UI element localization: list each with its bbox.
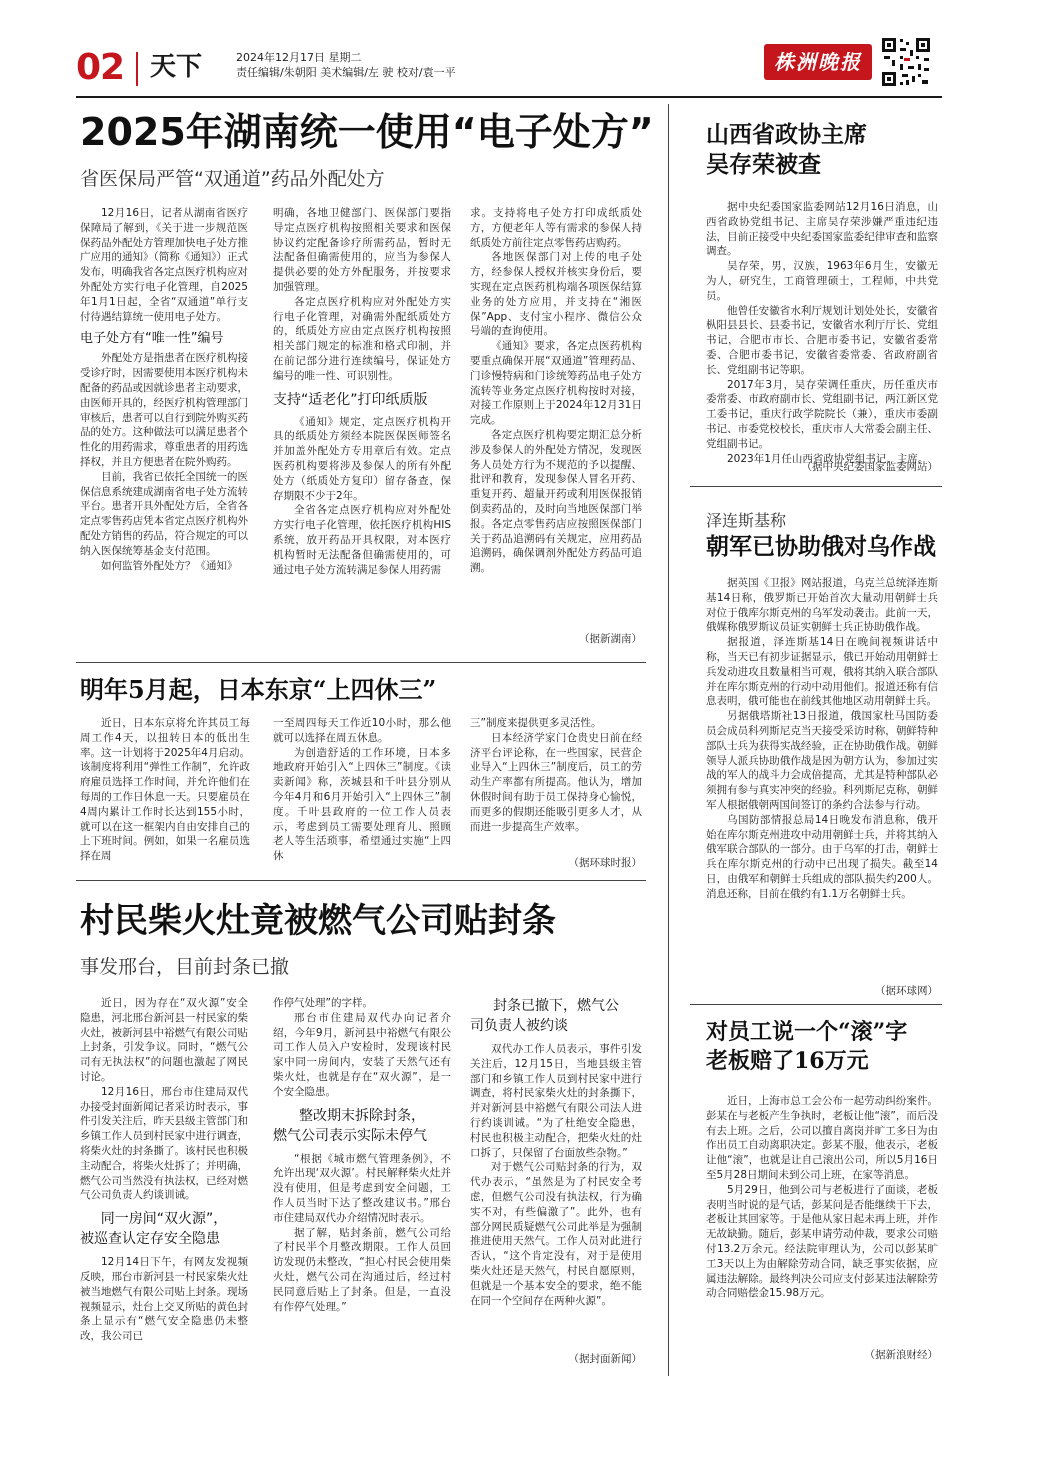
masthead-meta bbox=[236, 50, 456, 80]
article-headline: 朝军已协助俄对乌作战 bbox=[706, 533, 936, 560]
article-source: （据环球时报） bbox=[568, 857, 642, 869]
paragraph: 一至周四每天工作近10小时，那么他就可以选择在周五休息。 bbox=[273, 717, 451, 744]
paragraph: 12月16日，邢台市住建局双代办接受封面新闻记者采访时表示，事件引发关注后，昨天县级主管部门和乡镇工作人员到村民家中进行调查，将柴火灶的封条撕了。该村民也积极主动配合，将柴火灶拆了；并明确，燃气公司当然没有执法权，已经对燃气公司负责人约谈训诫。 bbox=[80, 1085, 248, 1202]
paragraph: 作停气处理”的字样。 bbox=[273, 997, 373, 1009]
subhead-line: 被巡查认定存安全隐患 bbox=[80, 1231, 220, 1248]
section-subhead bbox=[470, 996, 642, 1036]
headline-line: 吴存荣被查 bbox=[706, 151, 821, 178]
paragraph: 为创造舒适的工作环境，日本多地政府开始引入“上四休三”制度。《读卖新闻》称，茨城县和千叶县分别从今年4月和6月开始引入“上四休三”制度。千叶县政府的一位工作人员表示，考虑到员工需要处理育儿、照顾老人等生活琐事，希望通过实施“上四休 bbox=[273, 746, 451, 863]
paragraph: 2023年1月任山西省政协党组书记、主席。 bbox=[727, 452, 929, 465]
article-headline bbox=[706, 120, 867, 180]
paragraph: 日本经济学家门仓贵史日前在经济平台评论称，在一些国家，民营企业导入“上四休三”制度后，员工的劳动生产率都有所提高。他认为，增加休假时间有助于员工保持身心愉悦，而更多的假期还能吸引更多人才，从而进一步提高生产效率。 bbox=[470, 731, 642, 833]
paragraph: “根据《城市燃气管理条例》，不允许出现‘双火源’。村民解释柴火灶并没有使用，但是考虑到安全问题，工作人员当时下达了整改建议书。”邢台市住建局双代办介绍情况时表示。 bbox=[273, 1152, 451, 1224]
article-column bbox=[80, 996, 248, 1370]
issue-date: 2024年12月17日 星期二 bbox=[236, 51, 362, 64]
article-source: （据封面新闻） bbox=[568, 1353, 642, 1365]
paragraph: 如何监管外配处方？《通知》 bbox=[101, 559, 238, 572]
paragraph: 《通知》要求，各定点医药机构要重点确保开展“双通道”管理药品、门诊慢特病和门诊统筹药品电子处方流转等业务定点医疗机构按时对接，对接工作原则上于2024年12月31日完成。 bbox=[470, 340, 642, 427]
paragraph: 另据俄塔斯社13日报道，俄国家杜马国防委员会成员科列斯尼克当天接受采访时称，朝鲜特种部队士兵为获得实战经验，正在协助俄作战。朝鲜领导人派兵协助俄作战是因为朝方认为，参加过实战的军人的战斗力会成倍提高，尤其是特种部队必须拥有参与真实冲突的经验。科列斯尼克称，朝鲜军人根据俄朝两国间签订的条约合法参与行动。 bbox=[706, 710, 938, 811]
subhead-line: 燃气公司表示实际未停气 bbox=[273, 1127, 427, 1144]
article-divider bbox=[690, 486, 942, 487]
article-column bbox=[273, 996, 451, 1370]
article-column bbox=[80, 716, 250, 870]
section-subhead bbox=[273, 1106, 451, 1146]
article-column bbox=[706, 1094, 938, 1344]
paragraph: 目前，我省已依托全国统一的医保信息系统建成湖南省电子处方流转平台。患者开具外配处方后，全省各定点零售药店凭本省定点医疗机构外配处方销售的药品，符合规定的可以纳入医保统筹基金支付范围。 bbox=[80, 470, 248, 557]
paragraph: 2017年3月，吴存荣调任重庆，历任重庆市委常委、市政府副市长、党组副书记，两江新区党工委书记，重庆行政学院院长（兼），重庆市委副书记、市委党校校长，重庆市人大常委会副主任、党组副书记。 bbox=[706, 378, 938, 450]
paragraph: 吴存荣，男，汉族，1963年6月生，安徽无为人，研究生，工商管理硕士，工程师，中共党员。 bbox=[706, 260, 938, 302]
paragraph: 乌国防部情报总局14日晚发布消息称，俄开始在库尔斯克州进攻中动用朝鲜士兵，并将其纳入俄军联合部队的一部分。由于乌军的打击，朝鲜士兵在库尔斯克州的行动中已出现了损失。截至14日，由俄军和朝鲜士兵组成的部队损失约200人。消息还称，目前在俄约有1.1万名朝鲜士兵。 bbox=[706, 813, 938, 900]
paragraph: 全省各定点医疗机构应对外配处方实行电子化管理，依托医疗机构HIS系统，放开药品开具权限，对本医疗机构暂时无法配备但确需使用的，可通过电子处方流转满足参保人用药需 bbox=[273, 504, 451, 576]
article-kicker: 泽连斯基称 bbox=[706, 511, 787, 530]
article-headline: 村民柴火灶竟被燃气公司贴封条 bbox=[80, 901, 556, 941]
paragraph: 近日，因为存在“双火源”安全隐患，河北邢台新河县一村民家的柴火灶，被新河县中裕燃气有限公司贴上封条，引发争议。同时，“燃气公司有无执法权”的问题也激起了网民讨论。 bbox=[80, 997, 248, 1083]
article-source: （据环球网） bbox=[875, 985, 938, 997]
article-column bbox=[470, 996, 642, 1352]
column-divider bbox=[668, 104, 669, 1376]
page-number: 02 bbox=[76, 47, 125, 88]
article-column bbox=[706, 576, 938, 984]
article-headline: 2025年湖南统一使用“电子处方” bbox=[80, 110, 654, 154]
masthead-divider bbox=[136, 52, 138, 86]
paragraph: 明确，各地卫健部门、医保部门要指导定点医疗机构按照相关要求和医保协议约定配备诊疗所需药品，暂时无法配备但确需使用的，应当为参保人提供必要的处方外配服务，并按要求加强管理。 bbox=[273, 207, 451, 293]
paragraph: 求。支持将电子处方打印成纸质处方，方便老年人等有需求的参保人持纸质处方前往定点零售药店购药。 bbox=[470, 207, 642, 249]
article-column bbox=[470, 206, 642, 634]
article-subheadline: 省医保局严管“双通道”药品外配处方 bbox=[80, 168, 385, 190]
section-subhead bbox=[80, 1209, 248, 1249]
paragraph: 各定点医疗机构要定期汇总分析涉及参保人的外配处方情况，发现医务人员处方行为不规范的予以提醒、批评和教育，发现参保人冒名开药、重复开药、超量开药或利用医保报销倒卖药品的，及时向当地医保部门举报。各定点零售药店应按照医保部门关于药品追溯码有关规定，应用药品追溯码，确保调剂外配处方药品可追溯。 bbox=[470, 428, 642, 575]
paragraph: 近日，上海市总工会公布一起劳动纠纷案件。彭某在与老板产生争执时，老板让他“滚”，而后没有去上班。之后，公司以擅自离岗并旷工多日为由作出员工自动离职决定。彭某不服，他表示，老板让他“滚”，也就是让自己滚出公司，所以5月16日至5月28日期间未到公司上班，在家等消息。 bbox=[706, 1095, 938, 1181]
headline-line: 老板赔了16万元 bbox=[706, 1048, 869, 1074]
paragraph: 据报道，泽连斯基14日在晚间视频讲话中称，当天已有初步证据显示，俄已开始动用朝鲜士兵发动进攻且数量相当可观，俄将其纳入联合部队并在库尔斯克州的行动中动用他们。报道还称有信息表明，俄可能也在前线其他地区动用朝鲜士兵。 bbox=[706, 636, 938, 708]
article-source: （据新湖南） bbox=[579, 633, 642, 645]
subhead-line: 司负责人被约谈 bbox=[470, 1018, 568, 1034]
article-divider bbox=[76, 662, 646, 663]
article-column bbox=[273, 716, 451, 870]
paragraph: 三”制度来提供更多灵活性。 bbox=[470, 717, 602, 729]
section-subhead: 电子处方有“唯一性”编号 bbox=[80, 331, 224, 347]
section-subhead: 支持“适老化”打印纸质版 bbox=[273, 391, 428, 408]
paragraph: 据中央纪委国家监委网站12月16日消息，山西省政协党组书记、主席吴存荣涉嫌严重违纪违法，目前正接受中央纪委国家监委纪律审查和监察调查。 bbox=[706, 201, 938, 258]
subhead-line: 同一房间“双火源”， bbox=[100, 1211, 228, 1228]
article-source: （据中央纪委国家监委网站） bbox=[801, 461, 938, 473]
subhead-line: 封条已撤下，燃气公 bbox=[493, 998, 619, 1014]
paragraph: 双代办工作人员表示，事件引发关注后，12月15日，当地县级主管部门和乡镇工作人员到村民家中进行调查，将村民家柴火灶的封条撕下，并对新河县中裕燃气有限公司法人进行约谈训诫。“为了杜绝安全隐患，村民也积极主动配合，把柴火灶的灶口拆了，只保留了台面放些杂物。” bbox=[470, 1043, 642, 1159]
paragraph: 近日，日本东京将允许其员工每周工作4天，以扭转日本的低出生率。这一计划将于2025年4月启动。该制度将利用“弹性工作制”，允许政府雇员选择工作时间，并允许他们在每周的工作日休息一天。只要雇员在4周内累计工作时长达到155小时，就可以在这一框架内自由安排自己的上下班时间。例如，如果一名雇员选择在周 bbox=[80, 717, 250, 863]
paragraph: 各定点医疗机构应对外配处方实行电子化管理，对确需外配纸质处方的，纸质处方应由定点医疗机构按照相关部门规定的标准和格式印制，并在前记部分进行连续编号，保证处方编号的唯一性、可识别性。 bbox=[273, 295, 451, 382]
paragraph: 《通知》规定，定点医疗机构开具的纸质处方须经本院医保医师签名并加盖外配处方专用章后有效。定点医药机构要将涉及参保人的所有外配处方（纸质处方复印）留存备查，保存期限不少于2年。 bbox=[273, 415, 451, 502]
article-column bbox=[470, 716, 642, 852]
paragraph: 对于燃气公司贴封条的行为，双代办表示，“虽然是为了村民安全考虑，但燃气公司没有执法权，行为确实不对，有些偏激了”。此外，也有部分网民质疑燃气公司此举是为强制推进使用天然气。工作人员对此进行否认，“这个肯定没有，对于是使用柴火灶还是天然气，村民自愿原则，但就是一个基本安全的要求，绝不能在同一个空间存在两种火源”。 bbox=[470, 1161, 642, 1307]
newspaper-logo: 株洲晚报 bbox=[764, 44, 872, 80]
section-name: 天下 bbox=[150, 52, 203, 82]
article-column bbox=[80, 206, 248, 654]
masthead-rule bbox=[76, 96, 942, 98]
paragraph: 12月14日下午，有网友发视频反映，邢台市新河县一村民家柴火灶被当地燃气有限公司贴上封条。现场视频显示，灶台上交叉所贴的黄色封条上显示有“燃气安全隐患仍未整改，我公司已 bbox=[80, 1256, 248, 1343]
paragraph: 据了解，贴封条前，燃气公司给了村民半个月整改期限。工作人员回访发现仍未整改，“担心村民会使用柴火灶，燃气公司在沟通过后，经过村民同意后贴上了封条。但是，一直没有作停气处理。” bbox=[273, 1226, 451, 1313]
paragraph: 外配处方是指患者在医疗机构接受诊疗时，因需要使用本医疗机构未配备的药品或因就诊患者主动要求，由医师开具的，经医疗机构管理部门审核后，患者可以自行到院外购买药品的处方。这种做法可以满足患者个性化的用药需求，尊重患者的用药选择权，并且方便患者在院外购药。 bbox=[80, 352, 248, 468]
headline-line: 山西省政协主席 bbox=[706, 121, 867, 148]
paragraph: 据英国《卫报》网站报道，乌克兰总统泽连斯基14日称，俄罗斯已开始首次大量动用朝鲜士兵对位于俄库尔斯克州的乌军发动袭击。此前一天，俄媒称俄罗斯议员证实朝鲜士兵正协助俄作战。 bbox=[706, 577, 938, 634]
article-divider bbox=[690, 1004, 942, 1005]
article-column bbox=[706, 200, 938, 472]
subhead-line: 整改期末拆除封条， bbox=[299, 1107, 425, 1124]
paragraph: 5月29日，他到公司与老板进行了面谈，老板表明当时说的是气话，彭某问是否能继续干下去，老板让其回家等。于是他从家日起未再上班，并作无故缺勤。随后，彭某申请劳动仲裁，要求公司赔付13.2万余元。经法院审理认为，公司以彭某旷工3天以上为由解除劳动合同，缺乏事实依据，应属违法解除。最终判决公司应支付彭某违法解除劳动合同赔偿金15.98万元。 bbox=[706, 1183, 938, 1300]
paragraph: 他曾任安徽省水利厅规划计划处处长，安徽省枞阳县县长、县委书记，安徽省水利厅厅长、党组书记，合肥市市长、合肥市委书记，安徽省委常委、合肥市委书记，安徽省委常委、省政府副省长、党组副书记等职。 bbox=[706, 304, 938, 376]
paragraph: 12月16日，记者从湖南省医疗保障局了解到，《关于进一步规范医保药品外配处方管理加快电子处方推广应用的通知》（简称《通知》）正式发布，明确我省各定点医疗机构应对外配处方实行电子化管理，自2025年1月1日起，全省“双通道”单行支付待遇结算统一使用电子处方。 bbox=[80, 207, 248, 323]
article-divider bbox=[76, 880, 646, 881]
article-source: （据新浪财经） bbox=[864, 1349, 938, 1361]
editor-credits: 责任编辑/朱朝阳 美术编辑/左 驶 校对/袁一平 bbox=[236, 66, 456, 79]
paragraph: 邢台市住建局双代办向记者介绍，今年9月，新河县中裕燃气有限公司工作人员入户安检时，发现该村民家中同一房间内，安装了天然气还有柴火灶，也就是存在“双火源”，是一个安全隐患。 bbox=[273, 1011, 451, 1098]
article-column bbox=[273, 206, 451, 654]
article-subheadline: 事发邢台，目前封条已撤 bbox=[80, 956, 290, 978]
headline-line: 对员工说一个“滚”字 bbox=[706, 1019, 908, 1045]
qr-code-icon bbox=[880, 36, 932, 88]
paragraph: 各地医保部门对上传的电子处方，经参保人授权并核实身份后，要实现在定点医药机构端各项医保结算业务的处方应用，并支持在“湘医保”App、支付宝小程序、微信公众号端的查询使用。 bbox=[470, 251, 642, 338]
article-headline bbox=[706, 1018, 907, 1076]
article-headline: 明年5月起，日本东京“上四休三” bbox=[80, 675, 437, 704]
